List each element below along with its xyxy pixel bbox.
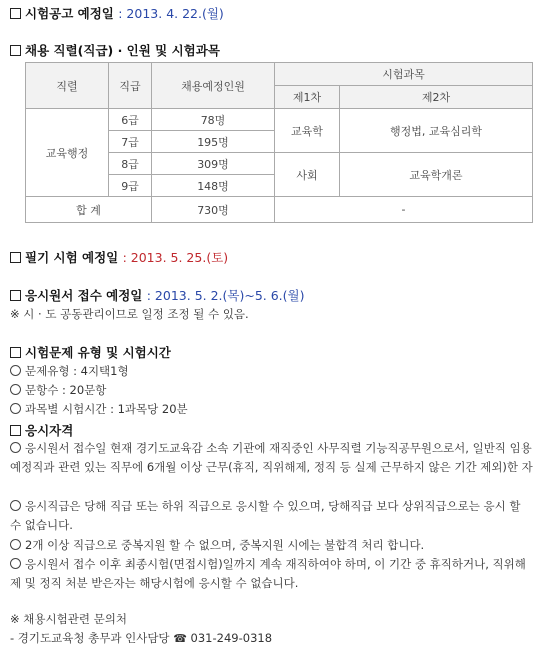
- list-item: 2개 이상 직급으로 중복지원 할 수 없으며, 중복지원 시에는 불합격 처리 합니다.: [10, 536, 535, 555]
- total-row: [26, 197, 533, 223]
- header-grade: 직급: [109, 63, 152, 109]
- list-item: 응시직급은 당해 직급 또는 하위 직급으로 응시할 수 있으며, 당해직급 보다 상위직급으로는 응시 할 수 없습니다.: [10, 499, 521, 532]
- grade-cell: 7급: [109, 131, 152, 153]
- count-cell: 148명: [152, 175, 275, 197]
- list-item: 문제유형 : 4지택1형: [10, 362, 129, 381]
- phone-icon: ☎: [173, 632, 187, 645]
- subject-round1-cell: 사회: [275, 153, 340, 197]
- contact-title: ※ 채용시험관련 문의처: [10, 612, 127, 626]
- circle-bullet-icon: [10, 558, 21, 569]
- application-date: : 2013. 5. 2.(목)~5. 6.(월): [146, 288, 305, 303]
- total-label: 합 계: [26, 197, 152, 223]
- notice-date-label: 시험공고 예정일: [25, 6, 114, 21]
- header-round2: 제2차: [340, 86, 533, 109]
- subject-round2-cell: 행정법, 교육심리학: [340, 109, 533, 153]
- grade-cell: 9급: [109, 175, 152, 197]
- list-item: 과목별 시험시간 : 1과목당 20분: [10, 400, 188, 419]
- list-item: 문항수 : 20문항: [10, 381, 106, 400]
- checkbox-icon: [10, 425, 21, 436]
- count-cell: 195명: [152, 131, 275, 153]
- header-series: 직렬: [26, 63, 109, 109]
- subject-round2-cell: 교육학개론: [340, 153, 533, 197]
- header-round1: 제1차: [275, 86, 340, 109]
- checkbox-icon: [10, 45, 21, 56]
- checkbox-icon: [10, 290, 21, 301]
- circle-bullet-icon: [10, 403, 21, 414]
- total-subjects: -: [275, 197, 533, 223]
- application-heading: 응시원서 접수 예정일 : 2013. 5. 2.(목)~5. 6.(월): [10, 288, 304, 304]
- contact-phone: 031-249-0318: [190, 631, 273, 645]
- contact-line: - 경기도교육청 총무과 인사담당 ☎ 031-249-0318: [10, 631, 273, 645]
- written-exam-date: : 2013. 5. 25.(토): [122, 250, 229, 265]
- count-cell: 78명: [152, 109, 275, 131]
- checkbox-icon: [10, 8, 21, 19]
- positions-table-wrap: [10, 62, 533, 223]
- grade-cell: 6급: [109, 109, 152, 131]
- notice-date-heading: [10, 6, 224, 22]
- list-item: 응시원서 접수 이후 최종시험(면접시험)일까지 계속 재직하여야 하며, 이 기간 중 휴직하거나, 직위해제 및 정직 처분 받은자는 해당시험에 응시할 수 없습니다.: [10, 557, 526, 590]
- exam-format-heading: 시험문제 유형 및 시험시간: [10, 345, 171, 361]
- series-cell: 교육행정: [26, 109, 109, 197]
- circle-bullet-icon: [10, 539, 21, 550]
- count-cell: 309명: [152, 153, 275, 175]
- header-count: 채용예정인원: [152, 63, 275, 109]
- circle-bullet-icon: [10, 442, 21, 453]
- table-row: [26, 109, 533, 131]
- written-exam-heading: 필기 시험 예정일 : 2013. 5. 25.(토): [10, 250, 228, 266]
- circle-bullet-icon: [10, 365, 21, 376]
- grade-cell: 8급: [109, 153, 152, 175]
- subject-round1-cell: 교육학: [275, 109, 340, 153]
- eligibility-heading: 응시자격: [10, 423, 73, 439]
- checkbox-icon: [10, 347, 21, 358]
- circle-bullet-icon: [10, 500, 21, 511]
- header-subjects: 시험과목: [275, 63, 533, 86]
- notice-date-value: : 2013. 4. 22.(월): [118, 6, 224, 21]
- circle-bullet-icon: [10, 384, 21, 395]
- list-item: 응시원서 접수일 현재 경기도교육감 소속 기관에 재직중인 사무직렬 기능직공무원으로서, 일반직 임용예정직과 관련 있는 직무에 6개월 이상 근무(휴직, 직위해제, 정직 등 실제 근무하지 않은 기간 제외)한 자: [10, 441, 533, 474]
- checkbox-icon: [10, 252, 21, 263]
- positions-heading: 채용 직렬(직급) · 인원 및 시험과목: [10, 43, 220, 59]
- application-note: ※ 시 · 도 공동관리이므로 일정 조정 될 수 있음.: [10, 307, 249, 321]
- positions-table: [25, 62, 533, 223]
- total-count: 730명: [152, 197, 275, 223]
